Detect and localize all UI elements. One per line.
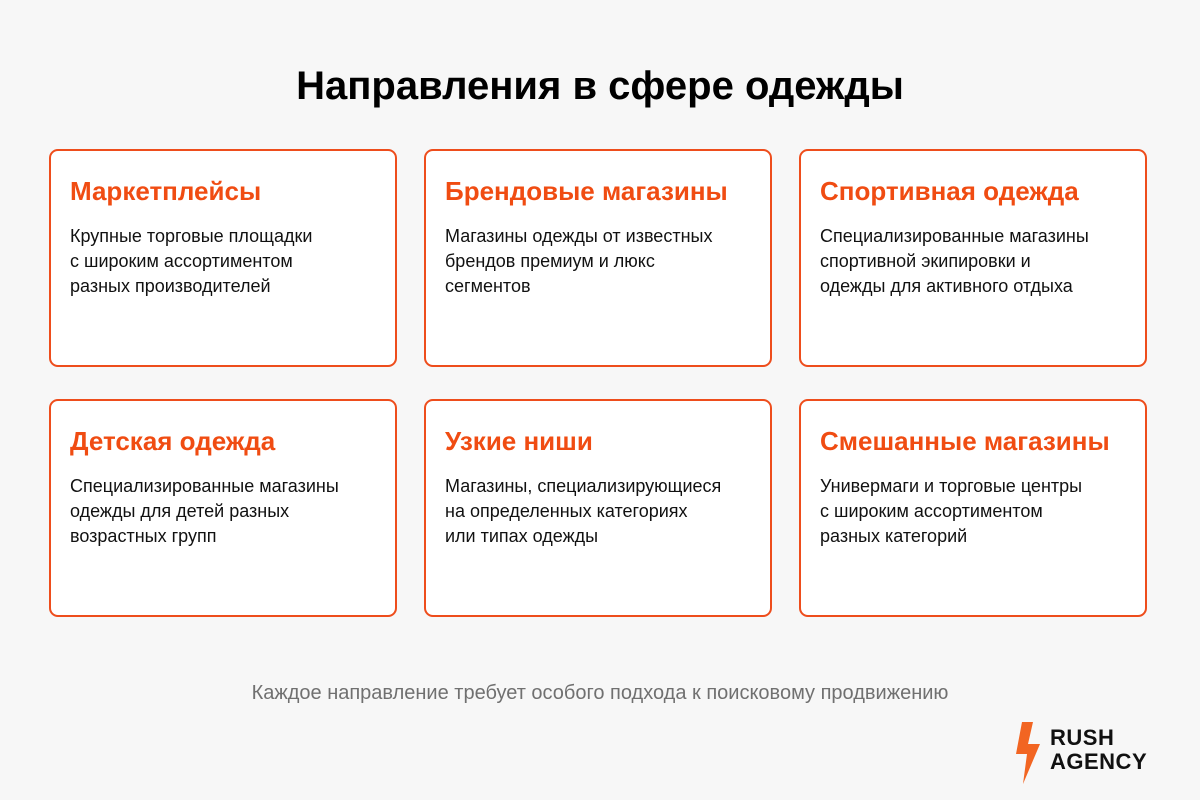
card-title: Смешанные магазины (820, 426, 1110, 456)
card-description: Специализированные магазины одежды для детей разных возрастных групп (70, 476, 339, 546)
card-brand-stores (424, 149, 772, 367)
logo-line-2: AGENCY (1050, 749, 1148, 774)
card-description: Крупные торговые площадки с широким ассортиментом разных производителей (70, 226, 313, 296)
card-title: Спортивная одежда (820, 176, 1079, 206)
card-mixed-stores (799, 399, 1147, 617)
lightning-bolt-icon (1016, 722, 1046, 784)
card-narrow-niches (424, 399, 772, 617)
card-marketplaces (49, 149, 397, 367)
card-title: Узкие ниши (445, 426, 593, 456)
card-title: Маркетплейсы (70, 176, 262, 206)
logo-line-1: RUSH (1050, 725, 1115, 750)
card-description: Магазины, специализирующиеся на определенных категориях или типах одежды (445, 476, 722, 546)
card-description: Универмаги и торговые центры с широким ассортиментом разных категорий (820, 476, 1083, 546)
card-sportswear (799, 149, 1147, 367)
page-title: Направления в сфере одежды (296, 64, 904, 108)
card-description: Специализированные магазины спортивной экипировки и одежды для активного отдыха (820, 226, 1089, 296)
card-description: Магазины одежды от известных брендов премиум и люкс сегментов (445, 226, 713, 296)
footer-note: Каждое направление требует особого подхода к поисковому продвижению (251, 682, 949, 704)
card-title: Детская одежда (70, 426, 276, 456)
card-kids-clothing (49, 399, 397, 617)
rush-agency-logo (1016, 722, 1166, 788)
logo-wordmark (1050, 726, 1147, 774)
card-title: Брендовые магазины (445, 176, 728, 206)
